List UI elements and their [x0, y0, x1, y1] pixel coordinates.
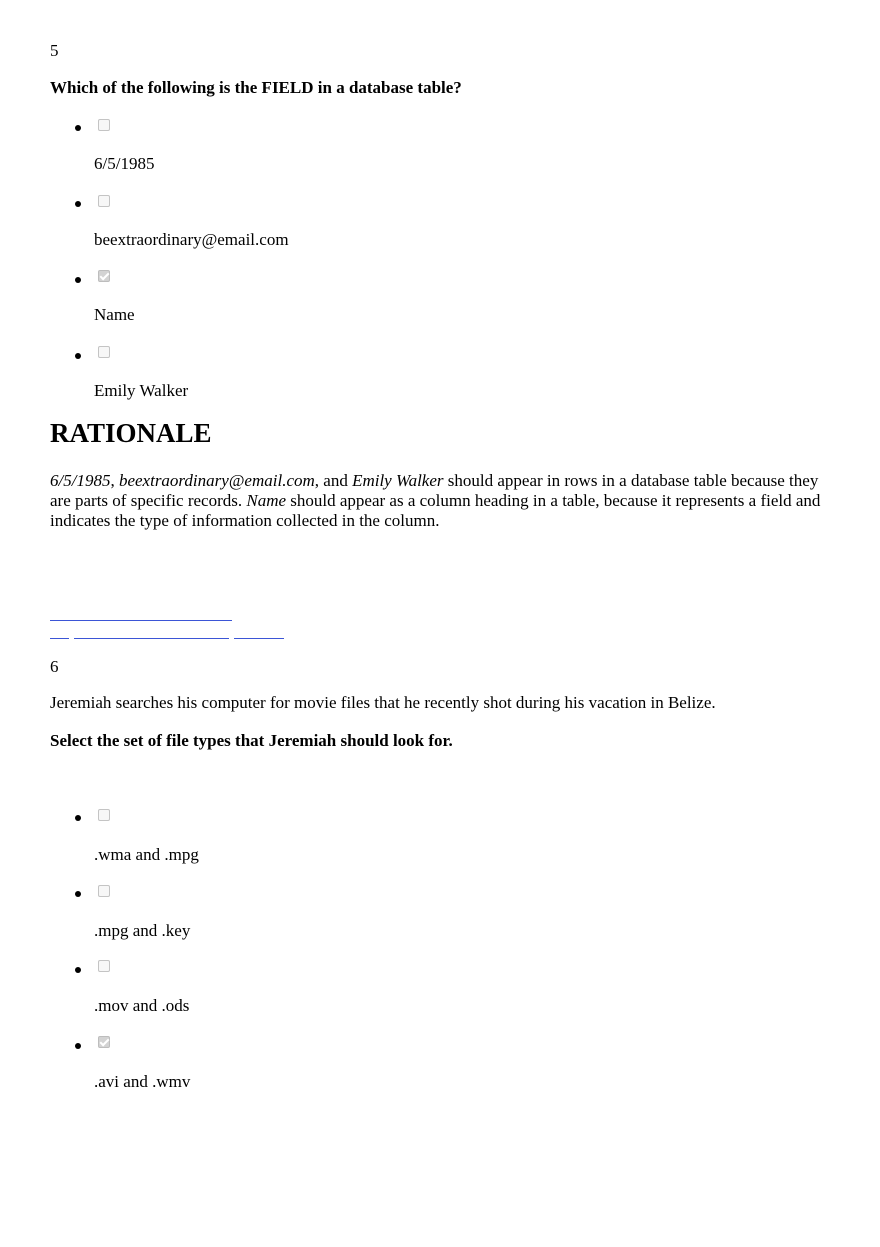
link-underline[interactable]	[74, 638, 229, 639]
option-checkbox[interactable]	[98, 346, 110, 358]
bullet-icon	[75, 1043, 81, 1049]
question-prompt: Which of the following is the FIELD in a database table?	[50, 78, 462, 97]
option-checkbox[interactable]	[98, 809, 110, 821]
option-label: beextraordinary@email.com	[94, 230, 289, 249]
option-label: Name	[94, 305, 135, 324]
rationale-term: Name	[246, 491, 287, 510]
question-number: 5	[50, 41, 59, 60]
link-underline[interactable]	[234, 638, 284, 639]
rationale-term: 6/5/1985	[50, 471, 111, 490]
option-label: Emily Walker	[94, 381, 189, 400]
rationale-text-part: should appear in rows in a database table because they are parts of specific records.	[50, 471, 819, 510]
option-label: 6/5/1985	[94, 154, 155, 173]
bullet-icon	[75, 277, 81, 283]
link-underline[interactable]	[50, 620, 232, 621]
option-checkbox[interactable]	[98, 885, 110, 897]
rationale-text	[50, 471, 840, 531]
option-checkbox[interactable]	[98, 195, 110, 207]
question-prompt: Select the set of file types that Jeremiah should look for.	[50, 731, 453, 750]
option-checkbox-checked[interactable]	[98, 1036, 110, 1048]
option-checkbox-checked[interactable]	[98, 270, 110, 282]
bullet-icon	[75, 815, 81, 821]
rationale-text-part: , and	[314, 471, 353, 490]
bullet-icon	[75, 967, 81, 973]
option-label: .mpg and .key	[94, 921, 191, 940]
option-checkbox[interactable]	[98, 960, 110, 972]
rationale-term: Emily Walker	[352, 471, 444, 490]
option-label: .wma and .mpg	[94, 845, 199, 864]
bullet-icon	[75, 125, 81, 131]
rationale-heading: RATIONALE	[50, 418, 212, 448]
rationale-term: beextraordinary@email.com	[118, 471, 315, 490]
option-checkbox[interactable]	[98, 119, 110, 131]
rationale-text-part: ,	[110, 471, 119, 490]
option-label: .avi and .wmv	[94, 1072, 191, 1091]
rationale-text-part: should appear as a column heading in a table, because it represents a field and indicates the type of information collected in the column.	[50, 491, 821, 530]
bullet-icon	[75, 891, 81, 897]
option-label: .mov and .ods	[94, 996, 190, 1015]
bullet-icon	[75, 353, 81, 359]
question-number: 6	[50, 657, 59, 676]
question-scenario: Jeremiah searches his computer for movie files that he recently shot during his vacation in Belize.	[50, 693, 716, 712]
bullet-icon	[75, 201, 81, 207]
link-underline[interactable]	[50, 638, 69, 639]
